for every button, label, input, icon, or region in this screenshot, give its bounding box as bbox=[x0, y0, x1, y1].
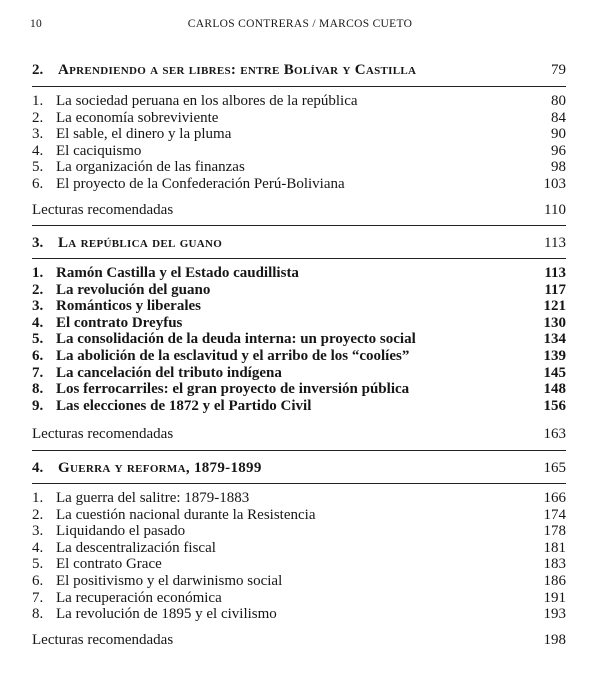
entry-number: 4. bbox=[32, 142, 44, 159]
chapter-number: 4. bbox=[32, 460, 44, 476]
entry-page: 103 bbox=[543, 176, 566, 192]
running-title: CARLOS CONTRERAS / MARCOS CUETO bbox=[187, 18, 413, 30]
entry-title: La organización de las finanzas bbox=[56, 159, 245, 176]
toc-entry bbox=[32, 540, 566, 557]
toc-entry bbox=[32, 606, 566, 623]
readings-page: 198 bbox=[543, 632, 566, 648]
entry-number: 6. bbox=[32, 348, 44, 364]
entry-page: 117 bbox=[544, 281, 566, 298]
readings-page: 110 bbox=[544, 202, 566, 218]
entry-page: 193 bbox=[543, 606, 566, 623]
entry-title: La descentralización fiscal bbox=[56, 539, 216, 556]
entry-title: Las elecciones de 1872 y el Partido Civil bbox=[56, 397, 312, 414]
divider bbox=[32, 483, 566, 484]
recommended-readings-entry bbox=[32, 426, 566, 443]
entry-page: 96 bbox=[551, 142, 566, 159]
chapter-heading bbox=[32, 460, 566, 477]
entry-page: 113 bbox=[544, 265, 566, 281]
entry-title: El sable, el dinero y la pluma bbox=[56, 126, 232, 143]
entry-number: 1. bbox=[32, 93, 44, 109]
chapter-title: Aprendiendo a ser libres: entre Bolívar y Castilla bbox=[58, 62, 417, 78]
toc-entry bbox=[32, 282, 566, 299]
toc-entry bbox=[32, 398, 566, 415]
page-number: 10 bbox=[30, 18, 43, 30]
entry-page: 98 bbox=[551, 159, 566, 176]
chapter-page: 113 bbox=[544, 235, 566, 251]
entry-title: La consolidación de la deuda interna: un proyecto social bbox=[56, 331, 416, 348]
entry-title: Los ferrocarriles: el gran proyecto de inversión pública bbox=[56, 381, 410, 398]
toc-entry bbox=[32, 507, 566, 524]
toc-entry bbox=[32, 298, 566, 315]
entry-page: 166 bbox=[543, 490, 566, 506]
entry-title: Liquidando el pasado bbox=[56, 523, 186, 540]
chapter-title: La república del guano bbox=[58, 235, 223, 251]
entry-title: El contrato Dreyfus bbox=[56, 314, 183, 331]
toc-entry bbox=[32, 93, 566, 110]
toc-entry bbox=[32, 331, 566, 348]
entry-number: 3. bbox=[32, 298, 44, 315]
chapter-page: 79 bbox=[551, 62, 566, 78]
readings-label: Lecturas recomendadas bbox=[32, 202, 174, 218]
toc-entry bbox=[32, 556, 566, 573]
divider bbox=[32, 258, 566, 259]
entry-number: 6. bbox=[32, 573, 44, 589]
toc-entry bbox=[32, 365, 566, 382]
entry-number: 4. bbox=[32, 314, 44, 331]
entry-page: 148 bbox=[543, 381, 566, 398]
divider bbox=[32, 450, 566, 451]
entry-title: La revolución del guano bbox=[56, 281, 211, 298]
entry-number: 8. bbox=[32, 606, 44, 623]
toc-entry bbox=[32, 265, 566, 282]
chapter-title: Guerra y reforma, 1879-1899 bbox=[58, 460, 262, 476]
entry-title: El positivismo y el darwinismo social bbox=[56, 573, 283, 589]
entry-number: 1. bbox=[32, 490, 44, 506]
recommended-readings-entry bbox=[32, 202, 566, 219]
toc-entry bbox=[32, 348, 566, 365]
entry-title: Ramón Castilla y el Estado caudillista bbox=[56, 265, 299, 281]
entry-number: 9. bbox=[32, 397, 44, 414]
entry-page: 84 bbox=[551, 109, 566, 126]
entry-number: 2. bbox=[32, 109, 44, 126]
entry-title: La abolición de la esclavitud y el arribo de los “coolíes” bbox=[56, 348, 410, 364]
entry-title: El caciquismo bbox=[56, 142, 142, 159]
entry-page: 186 bbox=[543, 573, 566, 589]
entry-page: 80 bbox=[551, 93, 566, 109]
entry-title: La sociedad peruana en los albores de la república bbox=[56, 93, 358, 109]
entry-page: 130 bbox=[543, 314, 566, 331]
entry-page: 191 bbox=[543, 589, 566, 606]
entry-title: La revolución de 1895 y el civilismo bbox=[56, 606, 277, 623]
toc-entry bbox=[32, 143, 566, 160]
entry-number: 7. bbox=[32, 364, 44, 381]
divider bbox=[32, 86, 566, 87]
entry-page: 134 bbox=[543, 331, 566, 348]
entry-number: 2. bbox=[32, 506, 44, 523]
toc-entry bbox=[32, 126, 566, 143]
toc-entry bbox=[32, 573, 566, 590]
toc-entry bbox=[32, 590, 566, 607]
entry-page: 156 bbox=[543, 397, 566, 414]
entry-title: Románticos y liberales bbox=[56, 298, 201, 315]
entry-number: 3. bbox=[32, 126, 44, 143]
entry-title: La recuperación económica bbox=[56, 589, 222, 606]
page-header bbox=[30, 18, 570, 34]
entry-title: La economía sobreviviente bbox=[56, 109, 219, 126]
toc-entry bbox=[32, 490, 566, 507]
entry-number: 5. bbox=[32, 556, 44, 573]
divider bbox=[32, 225, 566, 226]
chapter-page: 165 bbox=[543, 460, 566, 476]
chapter-number: 3. bbox=[32, 235, 44, 251]
entry-number: 4. bbox=[32, 539, 44, 556]
entry-page: 139 bbox=[543, 348, 566, 364]
entry-number: 1. bbox=[32, 265, 44, 281]
readings-page: 163 bbox=[543, 426, 566, 442]
entry-number: 6. bbox=[32, 176, 44, 192]
entry-title: La guerra del salitre: 1879-1883 bbox=[56, 490, 250, 506]
toc-entry bbox=[32, 381, 566, 398]
entry-number: 2. bbox=[32, 281, 44, 298]
entry-page: 121 bbox=[543, 298, 566, 315]
entry-number: 5. bbox=[32, 331, 44, 348]
entry-title: El proyecto de la Confederación Perú-Boliviana bbox=[56, 176, 345, 192]
entry-number: 8. bbox=[32, 381, 44, 398]
entry-number: 7. bbox=[32, 589, 44, 606]
chapter-number: 2. bbox=[32, 62, 44, 78]
entry-page: 178 bbox=[543, 523, 566, 540]
toc-entry bbox=[32, 159, 566, 176]
toc-entry bbox=[32, 523, 566, 540]
chapter-heading bbox=[32, 62, 566, 79]
toc-entry bbox=[32, 110, 566, 127]
entry-page: 183 bbox=[543, 556, 566, 573]
readings-label: Lecturas recomendadas bbox=[32, 632, 174, 648]
entry-title: La cancelación del tributo indígena bbox=[56, 364, 282, 381]
entry-title: El contrato Grace bbox=[56, 556, 162, 573]
recommended-readings-entry bbox=[32, 632, 566, 649]
chapter-heading bbox=[32, 235, 566, 252]
entry-page: 174 bbox=[543, 506, 566, 523]
entry-page: 145 bbox=[543, 364, 566, 381]
entry-title: La cuestión nacional durante la Resistencia bbox=[56, 506, 316, 523]
entry-number: 3. bbox=[32, 523, 44, 540]
entry-number: 5. bbox=[32, 159, 44, 176]
entry-page: 181 bbox=[543, 539, 566, 556]
toc-entry bbox=[32, 176, 566, 193]
toc-entry bbox=[32, 315, 566, 332]
readings-label: Lecturas recomendadas bbox=[32, 426, 174, 442]
entry-page: 90 bbox=[551, 126, 566, 143]
